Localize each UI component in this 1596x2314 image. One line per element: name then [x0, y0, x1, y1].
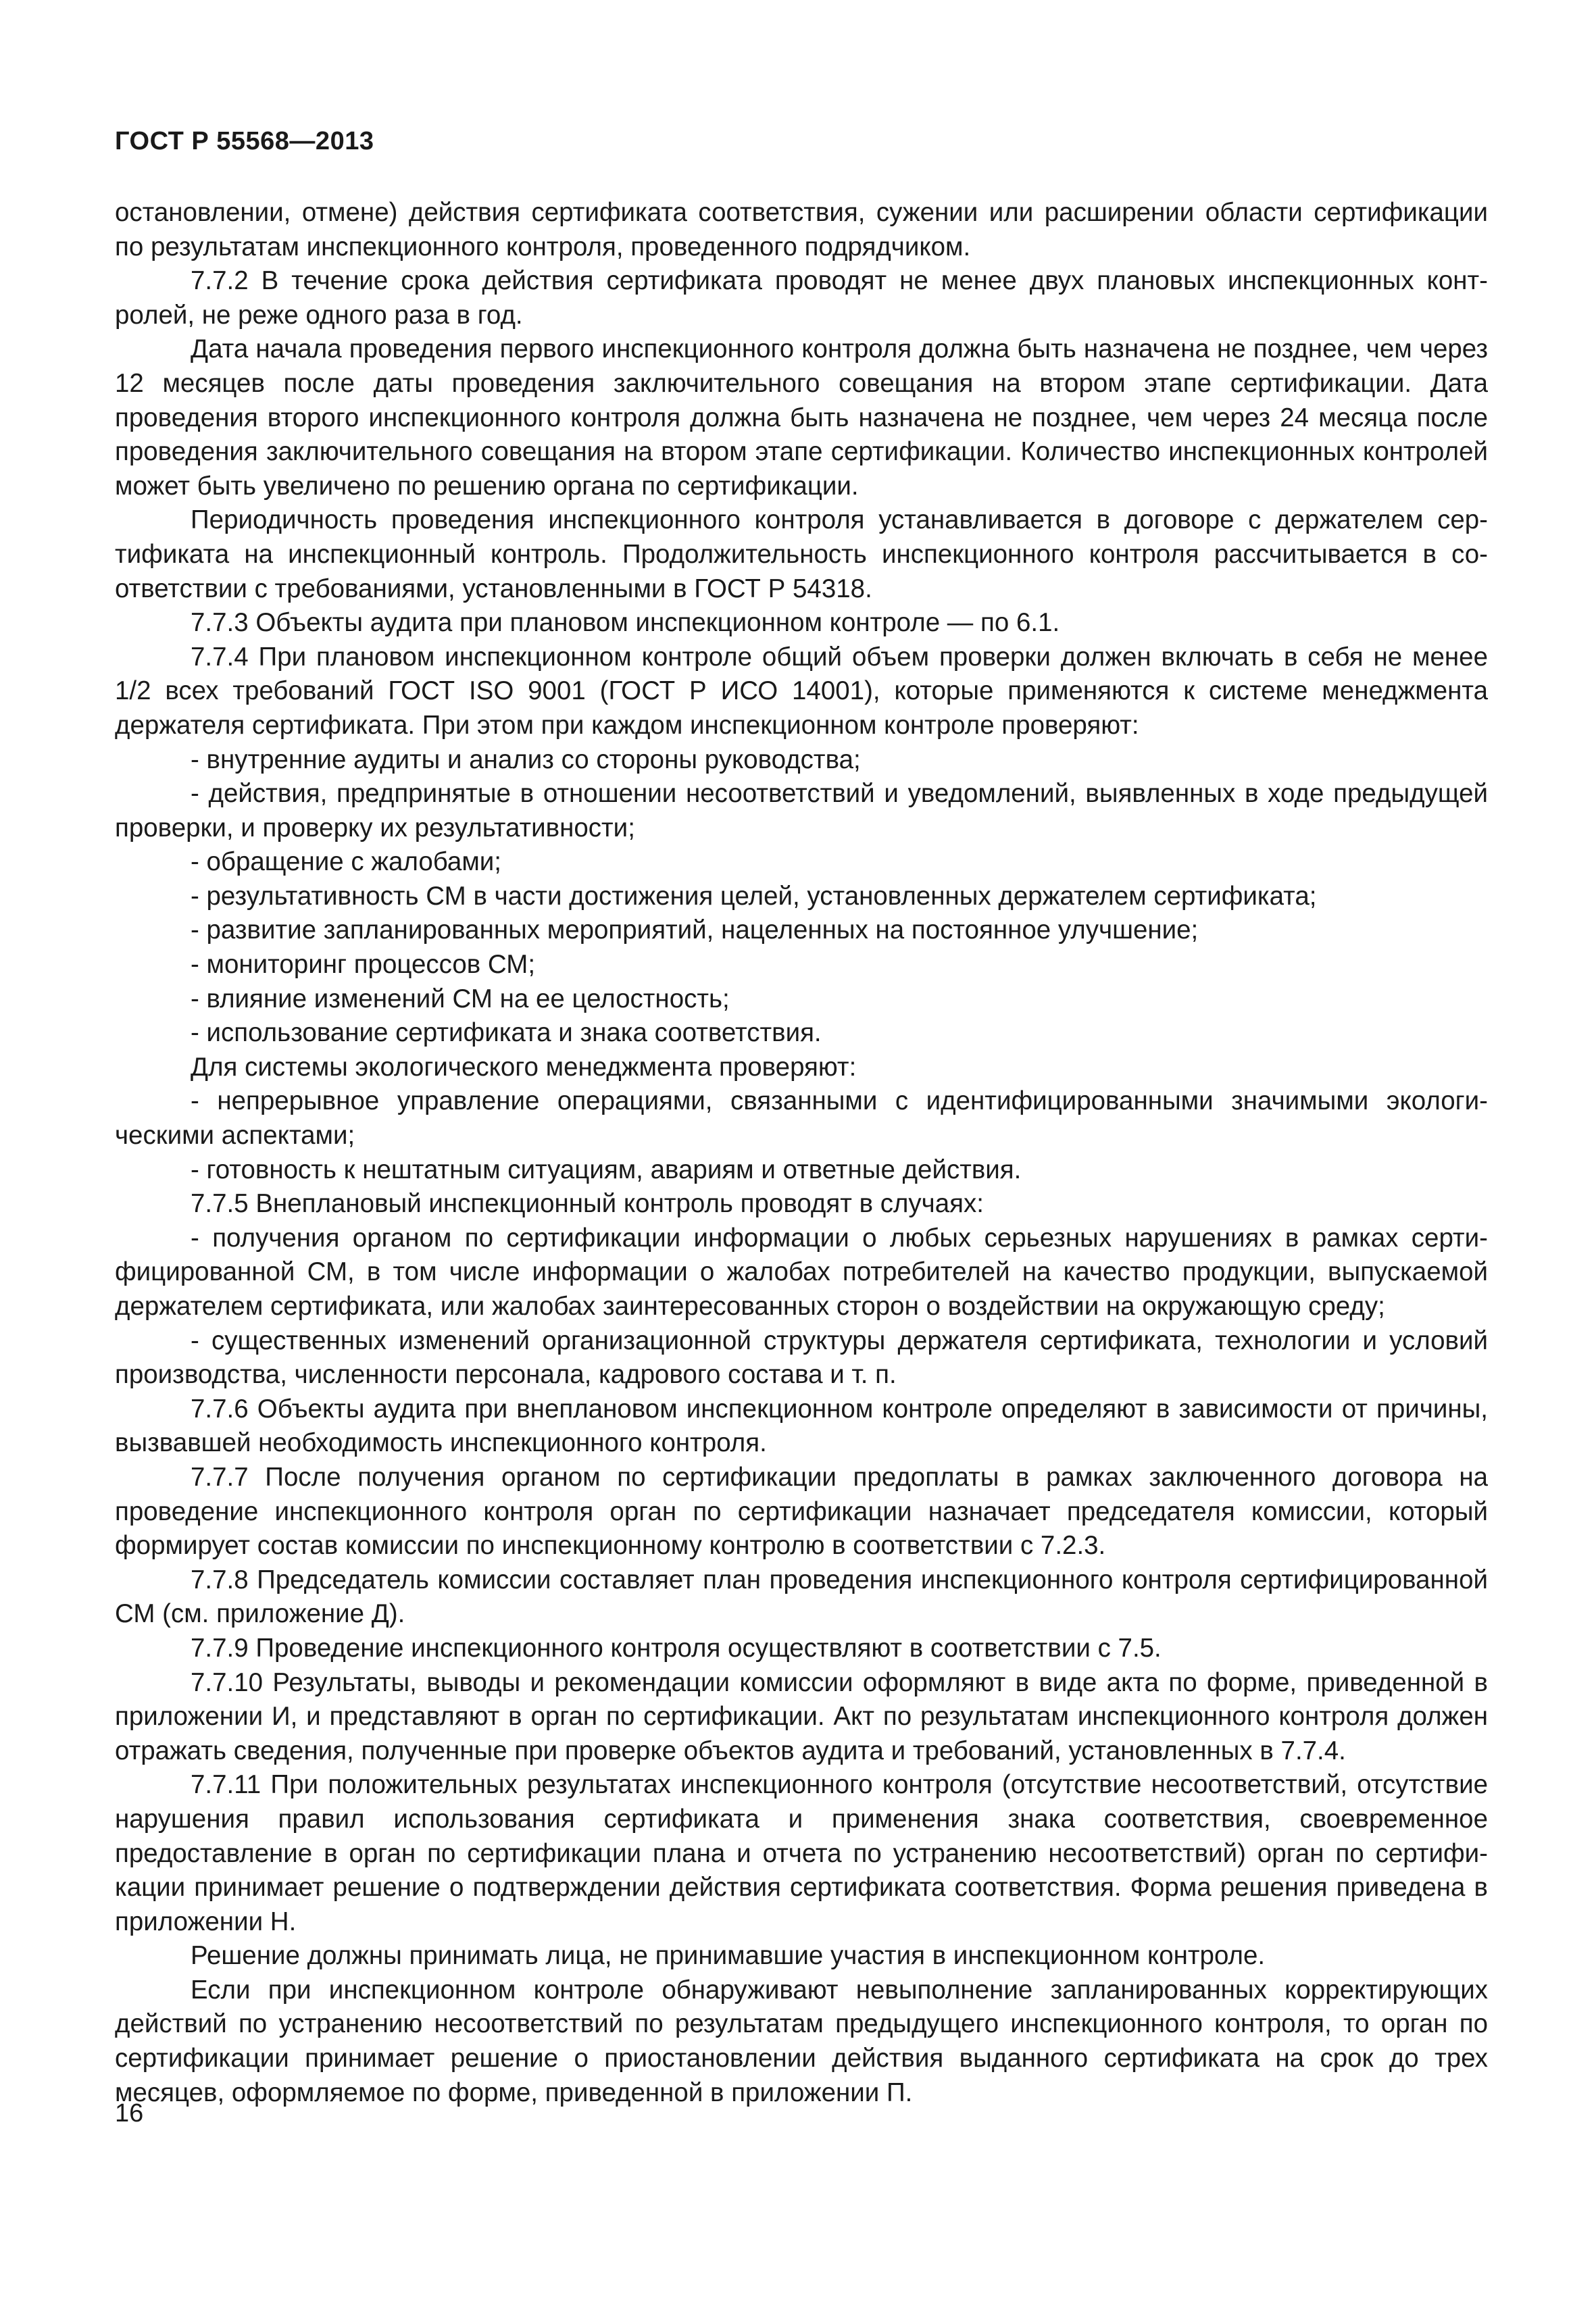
paragraph: - обращение с жалобами;	[191, 847, 502, 877]
standard-header: ГОСТ Р 55568—2013	[115, 127, 374, 155]
paragraph: Для системы экологического менеджмента проверяют:	[191, 1052, 857, 1082]
paragraph: 7.7.4 При плановом инспекционном контроле общий объем проверки должен включать в себя не менее 1/2 всех требований ГОСТ ISO 9001 (ГОСТ Р ИСО 14001), которые применяются к системе менеджмента держателя сертификата. При этом при каждом инспекционном контроле проверяют:	[115, 642, 1488, 740]
paragraph: 7.7.5 Внеплановый инспекционный контроль проводят в случаях:	[191, 1189, 984, 1219]
paragraph: Если при инспекционном контроле обнаруживают невыполнение запланированных корректирующих действий по устранению несоответствий по результатам предыдущего инспекционного контроля, то орган по сертификации принимает решение о приостановлении действия выданного сертификата на срок до трех месяцев, оформляемое по форме, приведенной в приложении П.	[115, 1975, 1488, 2107]
paragraph: - использование сертификата и знака соответствия.	[191, 1018, 822, 1048]
paragraph: 7.7.11 При положительных результатах инспекционного контроля (отсутствие несоответствий, отсутствие нарушения правил использования сертификата и применения знака соответствия, своевременное предоставление в орган по сертификации плана и отчета по устранению несоответствий) орган по сертификации принимает решение о подтверждении действия сертификата соответствия. Форма решения приведена в приложении Н.	[115, 1770, 1488, 1936]
paragraph: остановлении, отмене) действия сертификата соответствия, сужении или расширении области сертификации по результатам инспекционного контроля, проведенного подрядчиком.	[115, 198, 1488, 261]
paragraph: - результативность СМ в части достижения целей, установленных держателем сертификата;	[191, 881, 1317, 911]
paragraph: 7.7.7 После получения органом по сертификации предоплаты в рамках заключенного договора на проведение инспекционного контроля орган по сертификации назначает председателя комиссии, который формирует состав комиссии по инспекционному контролю в соответствии с 7.2.3.	[115, 1462, 1488, 1561]
paragraph: Дата начала проведения первого инспекционного контроля должна быть назначена не позднее, чем через 12 месяцев после даты проведения заключительного совещания на втором этапе сертификации. Дата проведения второго инспекционного контроля должна быть назначена не позднее, чем через 24 месяца после проведения заключительного совещания на втором этапе сертификации. Количество инспекционных контролей может быть увеличено по решению органа по сертификации.	[115, 334, 1488, 501]
paragraph: 7.7.10 Результаты, выводы и рекомендации комиссии оформляют в виде акта по форме, приведенной в приложении И, и представляют в орган по сертификации. Акт по результатам инспекционного контроля должен отражать сведения, полученные при проверке объектов аудита и требований, установленных в 7.7.4.	[115, 1667, 1488, 1765]
paragraph: 7.7.3 Объекты аудита при плановом инспекционном контроле — по 6.1.	[191, 608, 1060, 638]
document-body	[115, 196, 1488, 2110]
paragraph: 7.7.6 Объекты аудита при внеплановом инспекционном контроле определяют в зависимости от причины, вызвавшей необходимость инспекционного контроля.	[115, 1394, 1488, 1458]
paragraph: 7.7.9 Проведение инспекционного контроля осуществляют в соответствии с 7.5.	[191, 1633, 1162, 1663]
paragraph: - получения органом по сертификации информации о любых серьезных нарушениях в рамках сертифицированной СМ, в том числе информации о жалобах потребителей на качество продукции, выпускаемой держателем сертификата, или жалобах заинтересованных сторон о воздействии на окружающую среду;	[115, 1223, 1488, 1321]
paragraph: - существенных изменений организационной структуры держателя сертификата, технологии и условий производства, численности персонала, кадрового состава и т. п.	[115, 1326, 1488, 1390]
paragraph: 7.7.8 Председатель комиссии составляет план проведения инспекционного контроля сертифицированной СМ (см. приложение Д).	[115, 1565, 1488, 1629]
paragraph: - внутренние аудиты и анализ со стороны руководства;	[191, 745, 861, 774]
paragraph: - влияние изменений СМ на ее целостность;	[191, 984, 730, 1013]
paragraph: - действия, предпринятые в отношении несоответствий и уведомлений, выявленных в ходе предыдущей проверки, и проверку их результативности;	[115, 779, 1488, 842]
paragraph: 7.7.2 В течение срока действия сертификата проводят не менее двух плановых инспекционных контролей, не реже одного раза в год.	[115, 266, 1488, 330]
paragraph: Периодичность проведения инспекционного контроля устанавливается в договоре с держателем сертификата на инспекционный контроль. Продолжительность инспекционного контроля рассчитывается в соответствии с требованиями, установленными в ГОСТ Р 54318.	[115, 505, 1488, 603]
paragraph: - непрерывное управление операциями, связанными с идентифицированными значимыми экологическими аспектами;	[115, 1086, 1488, 1151]
paragraph: - мониторинг процессов СМ;	[191, 950, 536, 980]
paragraph: - готовность к нештатным ситуациям, авариям и ответные действия.	[191, 1155, 1022, 1184]
paragraph: - развитие запланированных мероприятий, нацеленных на постоянное улучшение;	[191, 915, 1199, 945]
page-number: 16	[115, 2099, 144, 2128]
paragraph: Решение должны принимать лица, не принимавшие участия в инспекционном контроле.	[191, 1941, 1266, 1971]
